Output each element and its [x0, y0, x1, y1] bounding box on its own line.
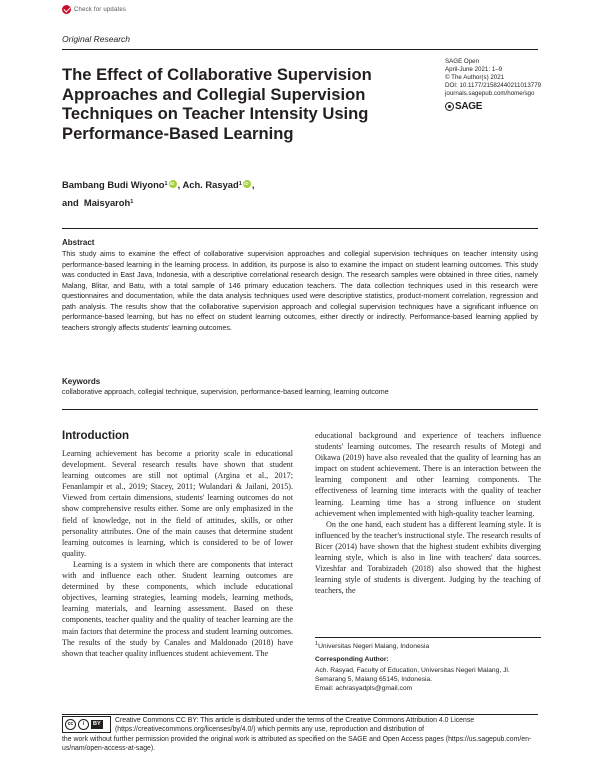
license-rule: [62, 714, 538, 715]
author-separator: ,: [177, 179, 181, 190]
journal-url[interactable]: journals.sagepub.com/home/sgo: [445, 89, 535, 97]
sage-logo: [445, 101, 482, 112]
corresponding-author-email[interactable]: Email: achrasyadpls@gmail.com: [315, 685, 413, 693]
keywords-text: collaborative approach, collegial technique, supervision, performance-based learning, learning outcome: [62, 388, 389, 396]
paragraph: educational background and experience of teachers influence students' learning outcomes. The research results of Motegi and Oikawa (2019) have also revealed that the quality of learning has an impact on student achievement. There is an interaction between the learning component and other learning components. The effectiveness of learning time interacts with the quality of teacher learning. Learning time has a strong influence on student achievement when implemented with high-quality teacher learning.: [315, 431, 541, 518]
attribution-icon: i: [78, 719, 89, 730]
author-list: [62, 176, 362, 212]
affiliation: [315, 642, 541, 651]
copyright: © The Author(s) 2021: [445, 73, 505, 81]
license-text: Creative Commons CC BY: This article is distributed under the terms of the Creative Commons Attribution 4.0 License (https://creativecommons.org/licenses/by/4.0/) which permits any use, reproduction and distribution of: [115, 717, 475, 734]
check-for-updates-badge[interactable]: [62, 4, 126, 15]
top-rule: [62, 49, 538, 50]
license-text-continued: the work without further permission provided the original work is attributed as specified on the SAGE and Open Access pages (https://us.sagepub.com/en-us/nam/open-access-at-sage).: [62, 736, 532, 753]
cc-by-label: BY: [93, 721, 101, 727]
corresponding-author-details: [315, 666, 541, 694]
body-column-left: [62, 448, 293, 659]
sage-logo-text: SAGE: [455, 101, 483, 112]
affiliation-marker: 1: [164, 181, 168, 187]
corresponding-author-address: Ach. Rasyad, Faculty of Education, Universitas Negeri Malang, Jl. Semarang 5, Malang 65145, Indonesia.: [315, 667, 510, 684]
author-name: Bambang Budi Wiyono: [62, 179, 165, 190]
footnote-rule: [315, 637, 541, 638]
corresponding-author-heading: Corresponding Author:: [315, 656, 389, 663]
check-icon: [62, 5, 71, 14]
sage-logo-icon: [445, 102, 454, 111]
journal-name: SAGE Open: [445, 58, 480, 65]
body-column-right: [315, 430, 541, 596]
journal-meta: [445, 58, 545, 98]
check-for-updates-label: Check for updates: [74, 6, 127, 13]
affiliation-marker: 1: [315, 641, 319, 647]
cc-by-badge[interactable]: [62, 716, 111, 733]
author-conjunction: and: [62, 197, 79, 208]
keywords-rule: [62, 409, 538, 410]
paragraph: On the one hand, each student has a different learning style. It is influenced by the teacher's instructional style. The research results of Bicer (2014) have shown that the highest student exhibits diverging learning style, which is also in line with teachers' data sources. Vizeshfar and Torabizadeh (2018) also showed that the highest learning style of students is divergent. Judging by the teaching of teachers, the: [315, 519, 541, 596]
author-name: Ach. Rasyad: [182, 179, 239, 190]
abstract-text: This study aims to examine the effect of collaborative supervision approaches and collegial supervision techniques on teacher intensity using performance-based learning in the learning process. In addition, its purpose is also to examine the impact on student learning outcomes. This study was conducted in East Java, Indonesia, with a descriptive correlational research design. The research samples were obtained in three cities, namely Malang, Blitar, and Batu, with a total sample of 146 primary education teachers. The data collection techniques used in this research were questionnaires and documentation, while the data analysis techniques used were descriptive statistics, product-moment correlation, regression and path analysis. The results show that the collaborative supervision approach and collegial supervision techniques have a significant influence on performance-based learning, but has no effect on student learning outcomes, either directly or indirectly. Performance-based learning applied by teachers strongly affects students' learning outcomes.: [62, 250, 538, 332]
affiliation-text: Universitas Negeri Malang, Indonesia: [318, 643, 430, 650]
orcid-icon[interactable]: [243, 180, 251, 188]
abstract-heading: Abstract: [62, 238, 95, 247]
affiliation-marker: 1: [238, 181, 242, 187]
author-separator: ,: [251, 179, 255, 190]
article-title: The Effect of Collaborative Supervision Approaches and Collegial Supervision Techniques on Teacher Intensity Using Performance-Based Learning: [62, 65, 372, 143]
abstract-rule: [62, 228, 538, 229]
orcid-icon[interactable]: [169, 180, 177, 188]
affiliation-marker: 1: [130, 199, 134, 205]
doi[interactable]: DOI: 10.1177/21582440211013779: [445, 81, 542, 89]
author-name: Maisyaroh: [83, 197, 131, 208]
paragraph: Learning is a system in which there are components that interact with and influence each other. Student learning outcomes are determined by these components, which include educational objectives, learning strategies, learning models, learning methods, learning materials, and learning assessment. Based on these components, teacher quality and the quality of teacher learning are the main factors that determine the process and student learning outcomes. The results of the study by Canales and Maldonado (2018) have shown that teacher quality influences student achievement. The: [62, 559, 293, 658]
creative-commons-icon: cc: [65, 719, 76, 730]
journal-issue: April-June 2021: 1–9: [445, 65, 503, 73]
paragraph: Learning achievement has become a priority scale in educational development. Several research results have shown that student learning outcomes are still not optimal (Argina et al., 2017; Fenanlampir et al., 2019; Stacey, 2011; Wulandari & Jailani, 2015). Viewed from certain dimensions, students' learning outcomes do not show comprehensive results either. Some are only emphasized in the field of knowledge, not in the field of attitudes, skills, or other personality attributes. One of the main causes that determine student learning outcomes is learning, which is considered to be of lower quality.: [62, 449, 293, 558]
article-type: Original Research: [62, 34, 131, 44]
keywords-heading: Keywords: [62, 377, 101, 386]
section-heading: Introduction: [62, 430, 130, 442]
